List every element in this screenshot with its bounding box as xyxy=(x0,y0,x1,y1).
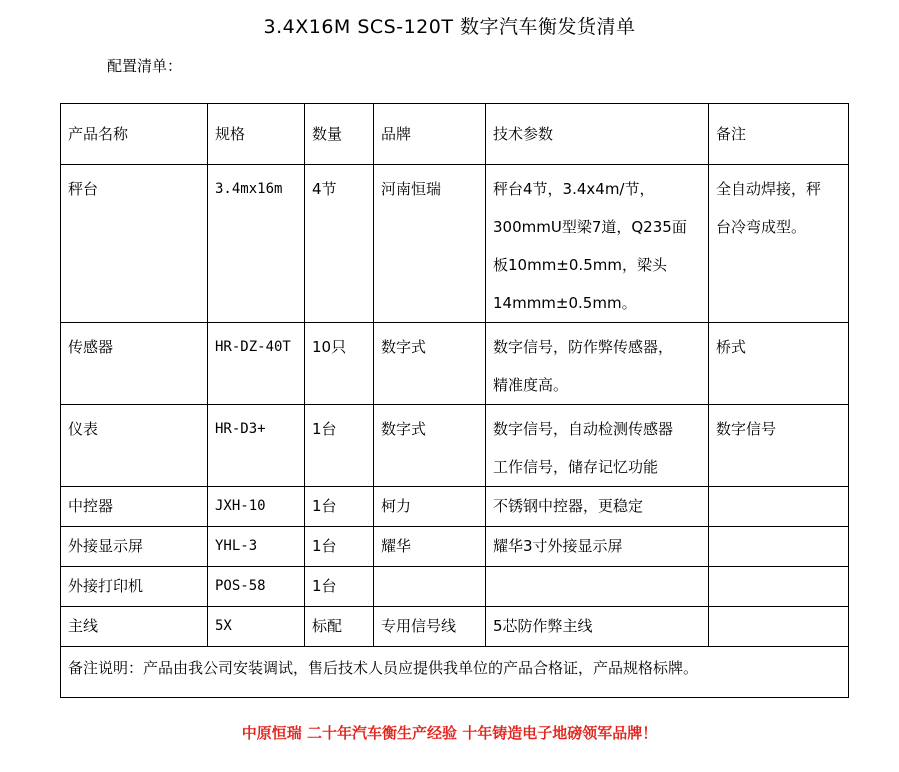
remark-cell xyxy=(709,607,849,647)
tech-params-cell xyxy=(486,405,709,487)
brand-cell: 专用信号线 xyxy=(374,607,486,647)
product-name-cell: 中控器 xyxy=(61,487,208,527)
quantity-cell: 10只 xyxy=(305,323,374,405)
brand-cell: 数字式 xyxy=(374,405,486,487)
table-row xyxy=(61,323,849,405)
tech-params-cell-line: 耀华3寸外接显示屏 xyxy=(493,537,623,555)
header-remark: 备注 xyxy=(709,104,849,165)
table-body xyxy=(61,104,849,698)
tech-params-cell-line: 数字信号，自动检测传感器 xyxy=(493,420,674,438)
tech-params-cell xyxy=(486,527,709,567)
tech-params-cell xyxy=(486,165,709,323)
quantity-cell: 4节 xyxy=(305,165,374,323)
product-name-cell: 外接显示屏 xyxy=(61,527,208,567)
product-name-cell: 仪表 xyxy=(61,405,208,487)
quantity-cell: 标配 xyxy=(305,607,374,647)
page-title: 3.4X16M SCS-120T 数字汽车衡发货清单 xyxy=(263,16,636,38)
header-quantity: 数量 xyxy=(305,104,374,165)
remark-cell xyxy=(709,487,849,527)
tech-params-cell-line: 不锈钢中控器，更稳定 xyxy=(493,497,644,515)
table-row xyxy=(61,527,849,567)
tech-params-cell xyxy=(486,323,709,405)
product-name-cell: 传感器 xyxy=(61,323,208,405)
quantity-cell: 1台 xyxy=(305,527,374,567)
brand-cell: 柯力 xyxy=(374,487,486,527)
table-row xyxy=(61,607,849,647)
table-row xyxy=(61,487,849,527)
spec-cell: HR-DZ-40T xyxy=(208,323,305,405)
header-product-name: 产品名称 xyxy=(61,104,208,165)
remark-cell xyxy=(709,527,849,567)
product-name-cell: 主线 xyxy=(61,607,208,647)
spec-cell: POS-58 xyxy=(208,567,305,607)
quantity-cell: 1台 xyxy=(305,567,374,607)
table-row xyxy=(61,567,849,607)
remark-cell-line: 数字信号 xyxy=(716,420,777,438)
spec-cell: YHL-3 xyxy=(208,527,305,567)
tech-params-cell-line: 工作信号，储存记忆功能 xyxy=(493,458,659,476)
tech-params-cell-line: 秤台4节，3.4x4m/节， xyxy=(493,180,655,198)
spec-cell: 5X xyxy=(208,607,305,647)
brand-cell xyxy=(374,567,486,607)
config-list-label: 配置清单： xyxy=(107,57,183,75)
tech-params-cell-line: 300mmU型梁7道，Q235面 xyxy=(493,218,687,236)
note-text: 备注说明：产品由我公司安装调试，售后技术人员应提供我单位的产品合格证，产品规格标牌。 xyxy=(61,647,849,698)
tech-params-cell-line: 14mmm±0.5mm。 xyxy=(493,294,637,312)
note-row xyxy=(61,647,849,698)
header-tech-params: 技术参数 xyxy=(486,104,709,165)
header-brand: 品牌 xyxy=(374,104,486,165)
quantity-cell: 1台 xyxy=(305,487,374,527)
remark-cell-line: 桥式 xyxy=(716,338,747,356)
slogan-footer: 中原恒瑞 二十年汽车衡生产经验 十年铸造电子地磅领军品牌！ xyxy=(241,724,658,742)
table-row xyxy=(61,165,849,323)
spec-cell: JXH-10 xyxy=(208,487,305,527)
tech-params-cell xyxy=(486,567,709,607)
tech-params-cell xyxy=(486,487,709,527)
tech-params-cell-line: 精准度高。 xyxy=(493,376,569,394)
table-row xyxy=(61,405,849,487)
table-header-row xyxy=(61,104,849,165)
quantity-cell: 1台 xyxy=(305,405,374,487)
brand-cell: 数字式 xyxy=(374,323,486,405)
remark-cell-line: 台冷弯成型。 xyxy=(716,218,807,236)
tech-params-cell-line: 5芯防作弊主线 xyxy=(493,617,593,635)
tech-params-cell-line: 数字信号，防作弊传感器， xyxy=(493,338,674,356)
product-name-cell: 秤台 xyxy=(61,165,208,323)
brand-cell: 耀华 xyxy=(374,527,486,567)
header-spec: 规格 xyxy=(208,104,305,165)
remark-cell-line: 全自动焊接，秤 xyxy=(716,180,822,198)
remark-cell xyxy=(709,405,849,487)
remark-cell xyxy=(709,567,849,607)
spec-cell: HR-D3+ xyxy=(208,405,305,487)
tech-params-cell xyxy=(486,607,709,647)
product-name-cell: 外接打印机 xyxy=(61,567,208,607)
spec-cell: 3.4mx16m xyxy=(208,165,305,323)
remark-cell xyxy=(709,323,849,405)
shipping-list-table xyxy=(60,103,849,698)
brand-cell: 河南恒瑞 xyxy=(374,165,486,323)
remark-cell xyxy=(709,165,849,323)
tech-params-cell-line: 板10mm±0.5mm，梁头 xyxy=(493,256,667,274)
